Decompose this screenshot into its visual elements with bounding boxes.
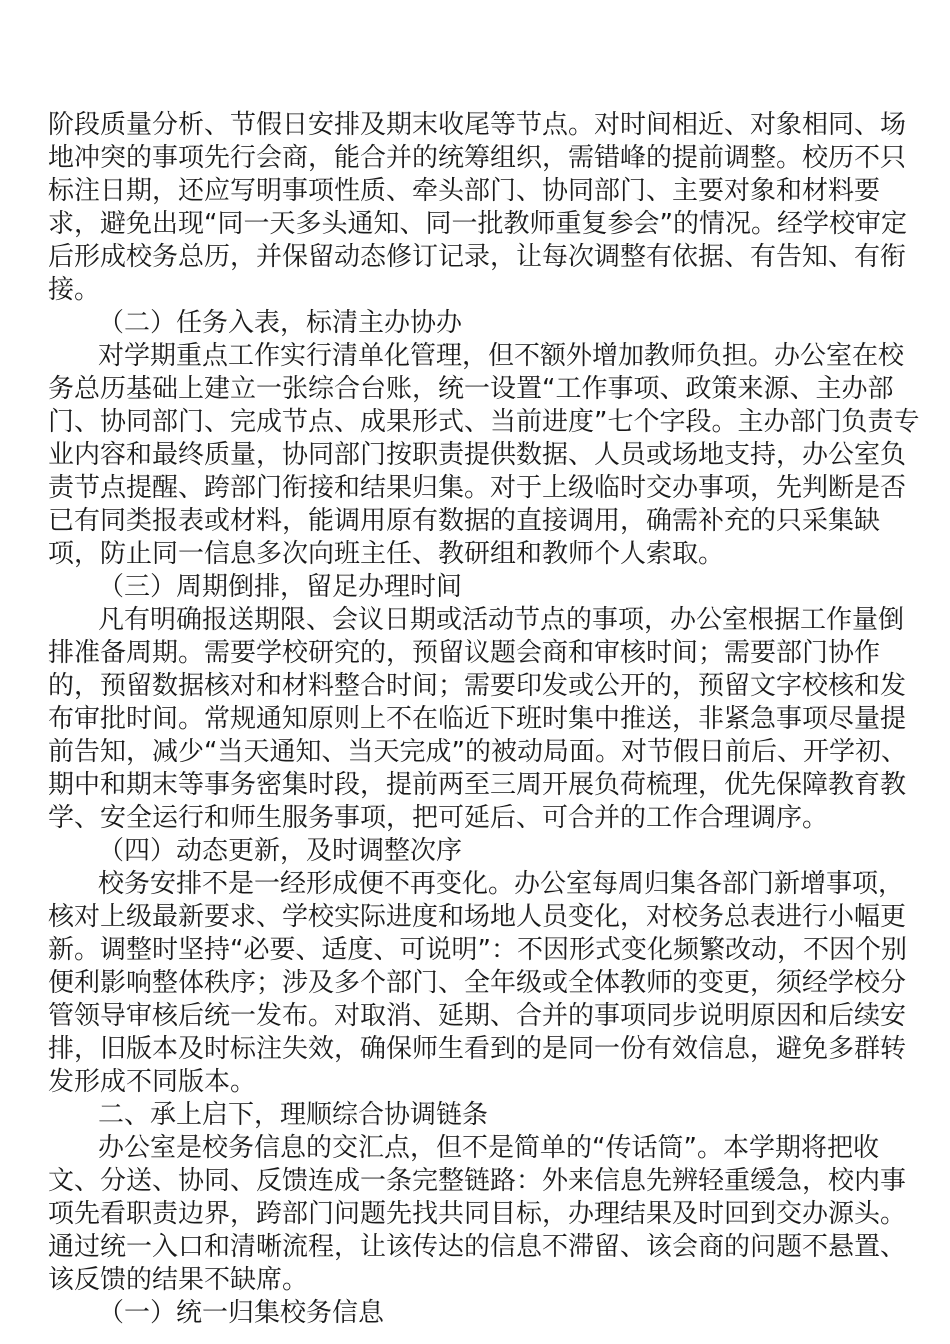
text-line-35: 通过统一入口和清晰流程，让该传达的信息不滞留、该会商的问题不悬置、: [48, 1232, 907, 1262]
text-line-6: 接。: [48, 275, 101, 305]
text-line-17: 排准备周期。需要学校研究的，预留议题会商和审核时间；需要部门协作: [48, 638, 881, 668]
text-line-25: 核对上级最新要求、学校实际进度和场地人员变化，对校务总表进行小幅更: [48, 902, 907, 932]
text-line-18: 的，预留数据核对和材料整合时间；需要印发或公开的，预留文字校核和发: [48, 671, 907, 701]
text-line-12: 责节点提醒、跨部门衔接和结果归集。对于上级临时交办事项，先判断是否: [48, 473, 907, 503]
text-line-13: 已有同类报表或材料，能调用原有数据的直接调用，确需补充的只采集缺: [48, 506, 881, 536]
section-heading: （三）周期倒排，留足办理时间: [98, 572, 463, 602]
text-line-14: 项，防止同一信息多次向班主任、教研组和教师个人索取。: [48, 539, 725, 569]
paragraph-first-line: 校务安排不是一经形成便不再变化。办公室每周归集各部门新增事项，: [98, 869, 905, 899]
section-heading: （一）统一归集校务信息: [98, 1298, 385, 1328]
text-line-27: 便利影响整体秩序；涉及多个部门、全年级或全体教师的变更，须经学校分: [48, 968, 907, 998]
text-line-10: 门、协同部门、完成节点、成果形式、当前进度”七个字段。主办部门负责专: [48, 407, 920, 437]
chapter-heading: 二、承上启下，理顺综合协调链条: [98, 1100, 489, 1130]
text-line-28: 管领导审核后统一发布。对取消、延期、合并的事项同步说明原因和后续安: [48, 1001, 907, 1031]
text-line-21: 期中和期末等事务密集时段，提前两至三周开展负荷梳理，优先保障教育教: [48, 770, 907, 800]
text-line-5: 后形成校务总历，并保留动态修订记录，让每次调整有依据、有告知、有衔: [48, 242, 907, 272]
text-line-9: 务总历基础上建立一张综合台账，统一设置“工作事项、政策来源、主办部: [48, 374, 894, 404]
text-line-3: 标注日期，还应写明事项性质、牵头部门、协同部门、主要对象和材料要: [48, 176, 881, 206]
text-line-2: 地冲突的事项先行会商，能合并的统筹组织，需错峰的提前调整。校历不只: [48, 143, 907, 173]
text-line-29: 排，旧版本及时标注失效，确保师生看到的是同一份有效信息，避免多群转: [48, 1034, 907, 1064]
section-heading: （四）动态更新，及时调整次序: [98, 836, 463, 866]
text-line-34: 项先看职责边界，跨部门问题先找共同目标，办理结果及时回到交办源头。: [48, 1199, 907, 1229]
text-line-11: 业内容和最终质量，协同部门按职责提供数据、人员或场地支持，办公室负: [48, 440, 907, 470]
paragraph-first-line: 凡有明确报送期限、会议日期或活动节点的事项，办公室根据工作量倒: [98, 605, 905, 635]
section-heading: （二）任务入表，标清主办协办: [98, 308, 463, 338]
text-line-20: 前告知，减少“当天通知、当天完成”的被动局面。对节假日前后、开学初、: [48, 737, 907, 767]
text-line-22: 学、安全运行和师生服务事项，把可延后、可合并的工作合理调序。: [48, 803, 829, 833]
text-line-4: 求，避免出现“同一天多头通知、同一批教师重复参会”的情况。经学校审定: [48, 209, 907, 239]
text-line-1: 阶段质量分析、节假日安排及期末收尾等节点。对时间相近、对象相同、场: [48, 110, 907, 140]
paragraph-first-line: 办公室是校务信息的交汇点，但不是简单的“传话筒”。本学期将把收: [98, 1133, 879, 1163]
paragraph-first-line: 对学期重点工作实行清单化管理，但不额外增加教师负担。办公室在校: [98, 341, 905, 371]
text-line-36: 该反馈的结果不缺席。: [48, 1265, 309, 1295]
text-line-26: 新。调整时坚持“必要、适度、可说明”：不因形式变化频繁改动，不因个别: [48, 935, 907, 965]
text-line-30: 发形成不同版本。: [48, 1067, 257, 1097]
text-line-19: 布审批时间。常规通知原则上不在临近下班时集中推送，非紧急事项尽量提: [48, 704, 907, 734]
text-line-33: 文、分送、协同、反馈连成一条完整链路：外来信息先辨轻重缓急，校内事: [48, 1166, 907, 1196]
